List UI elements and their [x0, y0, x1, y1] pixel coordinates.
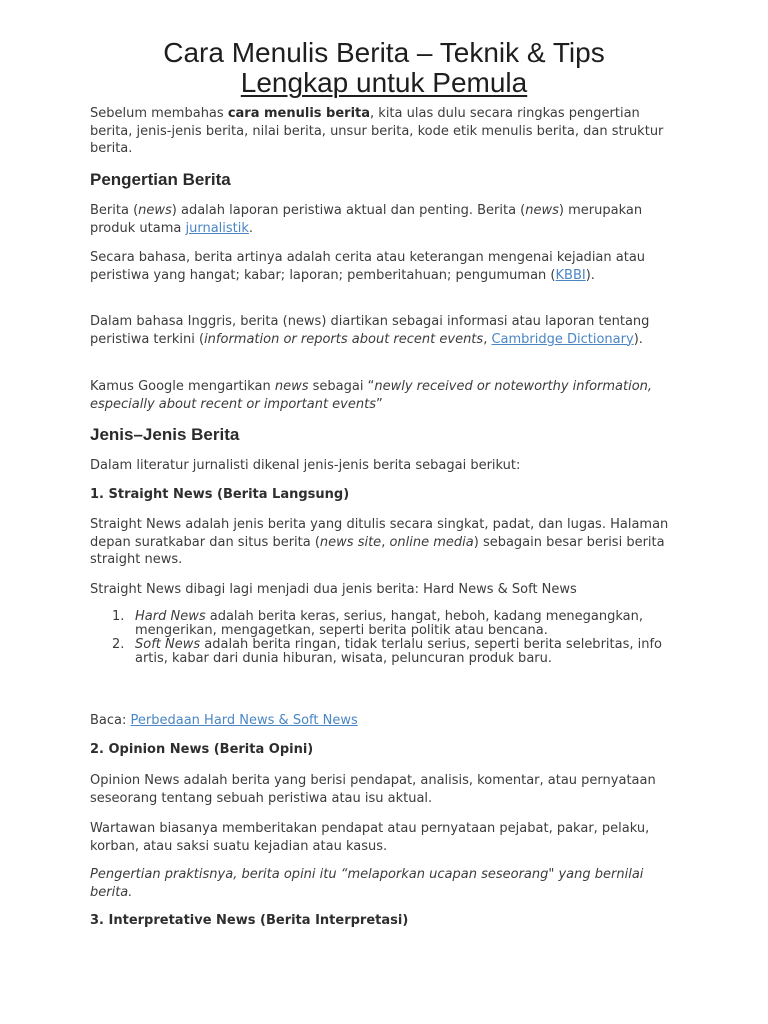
intro-bold-text: cara menulis berita — [227, 106, 371, 121]
link-perbedaan-hard-soft-news[interactable]: Perbedaan Hard News & Soft News — [130, 713, 358, 728]
italic-text: news — [138, 203, 172, 218]
list-text: adalah berita keras, serius, hangat, heboh, kadang menegangkan, mengerikan, mengagetkan, seperti berita politik atau bencana. — [135, 609, 644, 638]
heading-interpretative-news: 3. Interpretative News (Berita Interpretasi) — [90, 913, 409, 928]
page-title-line-2: Lengkap untuk Pemula — [240, 67, 528, 98]
text: Berita ( — [90, 203, 139, 218]
list-term: Hard News — [135, 609, 206, 624]
list-item — [90, 610, 680, 638]
italic-text: news — [525, 203, 559, 218]
opinion-news-paragraph-1: Opinion News adalah berita yang berisi pendapat, analisis, komentar, atau pernyataan seseorang tentang sebuah peristiwa atau isu aktual. — [90, 773, 656, 806]
pengertian-paragraph-1 — [90, 202, 680, 237]
text: ) adalah laporan peristiwa aktual dan penting. Berita ( — [171, 203, 526, 218]
intro-text-rest: , kita ulas dulu secara ringkas pengertian berita, jenis-jenis berita, nilai berita, unsur berita, kode etik menulis berita, dan struktur berita. — [90, 106, 664, 156]
italic-text: online media — [389, 534, 474, 550]
italic-text: newly received or noteworthy information, especially about recent or important events — [90, 379, 653, 412]
list-item — [90, 638, 680, 666]
baca-line — [90, 712, 680, 730]
text: ). — [633, 331, 643, 347]
intro-paragraph — [90, 105, 680, 158]
text: ) sebagain besar berisi berita straight news. — [90, 534, 665, 567]
baca-label: Baca — [90, 713, 122, 728]
news-type-list — [90, 610, 680, 666]
text: Secara bahasa, berita artinya adalah cerita atau keterangan mengenai kejadian atau peristiwa yang hangat; kabar; laporan; pemberitahuan; pengumuman ( — [90, 250, 646, 283]
text: Dalam bahasa Inggris, berita (news) diartikan sebagai informasi atau laporan tentang peristiwa terkini ( — [90, 314, 650, 347]
text: . — [248, 220, 254, 236]
page-title-line-1: Cara Menulis Berita – Teknik & Tips — [163, 37, 605, 68]
heading-opinion-news: 2. Opinion News (Berita Opini) — [90, 742, 314, 757]
link-jurnalistik[interactable]: jurnalistik — [185, 220, 249, 236]
text: ). — [585, 267, 595, 283]
straight-news-paragraph-1 — [90, 516, 680, 569]
pengertian-paragraph-4 — [90, 378, 680, 413]
text: ) merupakan produk utama — [90, 203, 643, 236]
list-number: 2. — [112, 637, 125, 652]
link-kbbi[interactable]: KBBI — [555, 267, 586, 283]
italic-text: news site — [319, 534, 382, 550]
text: , — [483, 331, 492, 347]
text: ” — [375, 396, 383, 412]
heading-jenis: Jenis–Jenis Berita — [90, 425, 240, 444]
list-text: adalah berita ringan, tidak terlalu serius, seperti berita selebritas, info artis, kabar dari dunia hiburan, wisata, peluncuran produk baru. — [135, 637, 663, 666]
intro-text: Sebelum membahas — [90, 106, 228, 121]
straight-news-paragraph-2: Straight News dibagi lagi menjadi dua jenis berita: Hard News & Soft News — [90, 582, 577, 597]
list-number: 1. — [112, 609, 125, 624]
text: sebagai “ — [308, 379, 375, 394]
heading-pengertian: Pengertian Berita — [90, 170, 231, 189]
text: , — [381, 534, 390, 550]
italic-text: information or reports about recent events — [204, 331, 484, 347]
pengertian-paragraph-3 — [90, 313, 680, 348]
text: Kamus Google mengartikan — [90, 379, 275, 394]
text: : — [122, 713, 131, 728]
opinion-news-paragraph-2: Wartawan biasanya memberitakan pendapat atau pernyataan pejabat, pakar, pelaku, korban, atau saksi suatu kejadian atau kasus. — [90, 821, 650, 854]
italic-text: news — [274, 379, 309, 394]
heading-straight-news: 1. Straight News (Berita Langsung) — [90, 487, 350, 502]
opinion-news-paragraph-3: Pengertian praktisnya, berita opini itu “melaporkan ucapan seseorang" yang bernilai berita. — [90, 867, 644, 900]
pengertian-paragraph-2 — [90, 249, 680, 284]
list-term: Soft News — [135, 637, 201, 652]
jenis-intro: Dalam literatur jurnalisti dikenal jenis-jenis berita sebagai berikut: — [90, 458, 521, 473]
text: Straight News adalah jenis berita yang ditulis secara singkat, padat, dan lugas. Halaman depan suratkabar dan situs berita ( — [90, 517, 669, 550]
link-cambridge-dictionary[interactable]: Cambridge Dictionary — [491, 331, 634, 347]
